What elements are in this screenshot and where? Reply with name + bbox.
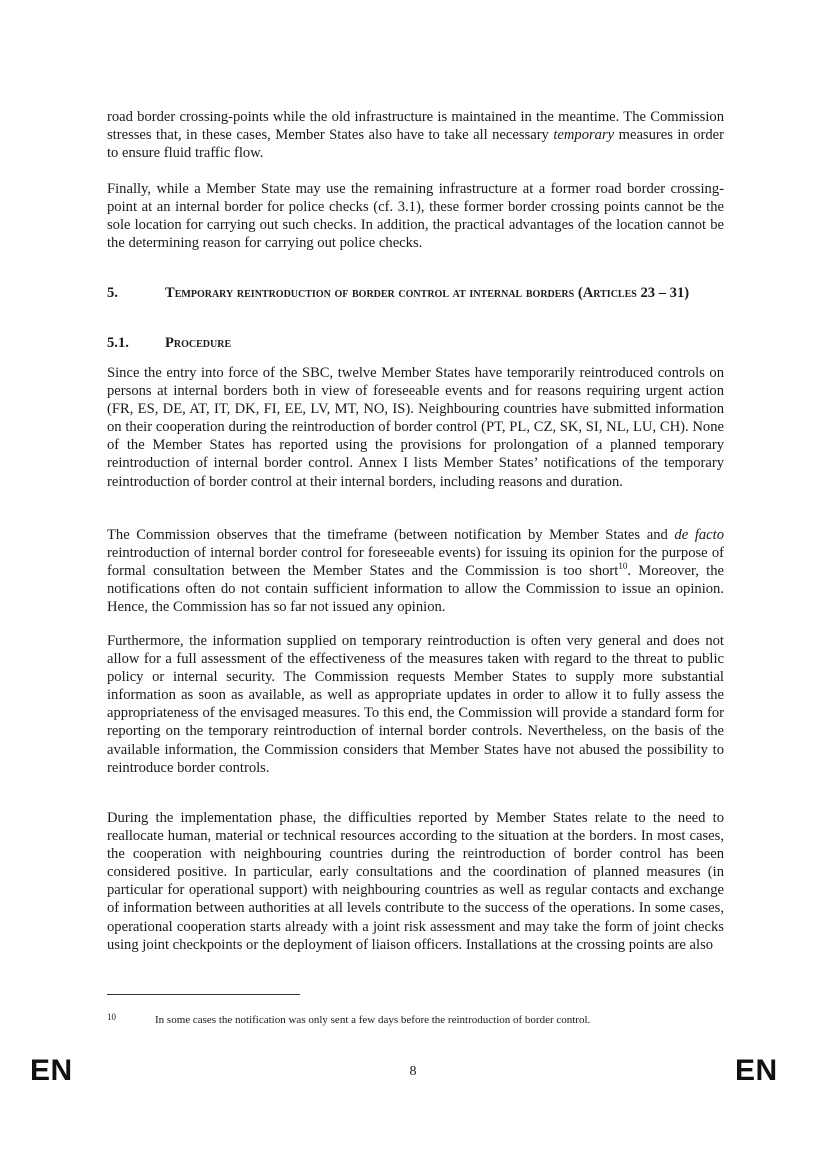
paragraph-implementation-phase: During the implementation phase, the difficulties reported by Member States relate to the need to reallocate human, material or technical resources according to the situation at the borders. In most cases, the cooperation with neighbouring countries during the reintroduction of border control has been considered positive. In particular, early consultations and the coordination of planned measures (in particular for operational support) with neighbouring countries as well as regular contacts and exchange of information between authorities at all levels contribute to the success of the operations. In some cases, operational cooperation starts already with a joint risk assessment and may take the form of joint checks using joint checkpoints or the deployment of liaison officers. Installations at the crossing points are also [107, 810, 724, 953]
footnote-mark: 10 [107, 1012, 116, 1022]
paragraph-information-supplied: Furthermore, the information supplied on temporary reintroduction is often very general and does not allow for a full assessment of the effectiveness of the measures taken with regard to the threat to public policy or internal security. The Commission requests Member States to supply more substantial information as soon as available, as well as appropriate updates in order to allow it to fully assess the appropriateness of the envisaged measures. To this end, the Commission will provide a standard form for reporting on the temporary reintroduction of internal border controls. Nevertheless, on the basis of the available information, the Commission considers that Member States have not abused the possibility to reintroduce border controls. [107, 633, 724, 776]
footnote-divider [107, 994, 300, 995]
page-number: 8 [409, 1064, 417, 1079]
section-heading-5 [107, 284, 724, 324]
section-title: Temporary reintroduction of border control at internal borders (Articles 23 – 31) [165, 285, 690, 301]
language-code-right: EN [735, 1054, 778, 1087]
paragraph-police-checks: Finally, while a Member State may use the remaining infrastructure at a former road border crossing-point at an internal border for police checks (cf. 3.1), these former border crossing points cannot be the sole location for carrying out such checks. In addition, the practical advantages of the location cannot be the determining reason for carrying out police checks. [107, 181, 724, 252]
section-number: 5. [107, 285, 118, 301]
emphasis-temporary: temporary [553, 127, 615, 144]
emphasis-de-facto: de facto [674, 527, 724, 543]
paragraph-timeframe: The Commission observes that the timeframe (between notification by Member States and de facto reintroduction of internal border control for foreseeable events) for issuing its opinion for the purpose of formal consultation between the Member States and the Commission is too short$^{10}$. Moreover, the notifications often do not contain sufficient information to allow the Commission to issue an opinion. Hence, the Commission has so far not issued any opinion. [107, 527, 724, 616]
subsection-number: 5.1. [107, 335, 129, 351]
paragraph-reintroduced-controls: Since the entry into force of the SBC, twelve Member States have temporarily reintroduced controls on persons at internal borders both in view of foreseeable events and for reasons requiring urgent action (FR, ES, DE, AT, IT, DK, FI, EE, LV, MT, NO, IS). Neighbouring countries have submitted information on their cooperation during the reintroduction of border control (PT, PL, CZ, SK, SI, NL, LU, CH). None of the Member States has reported using the provisions for prolongation of a planned temporary reintroduction of internal border control. Annex I lists Member States’ notifications of the temporary reintroduction of border control at their internal borders, including reasons and duration. [107, 365, 724, 490]
language-code-left: EN [30, 1054, 73, 1087]
subsection-title: Procedure [165, 335, 232, 351]
footnote-text: In some cases the notification was only sent a few days before the reintroduction of border control. [155, 1014, 591, 1026]
footnote-reference[interactable]: 10 [618, 561, 628, 572]
paragraph-temporary-measures: road border crossing-points while the old infrastructure is maintained in the meantime. The Commission stresses that, in these cases, Member States also have to take all necessary temporary measures in order to ensure fluid traffic flow. [107, 109, 724, 162]
section-heading-5-1 [107, 334, 724, 354]
